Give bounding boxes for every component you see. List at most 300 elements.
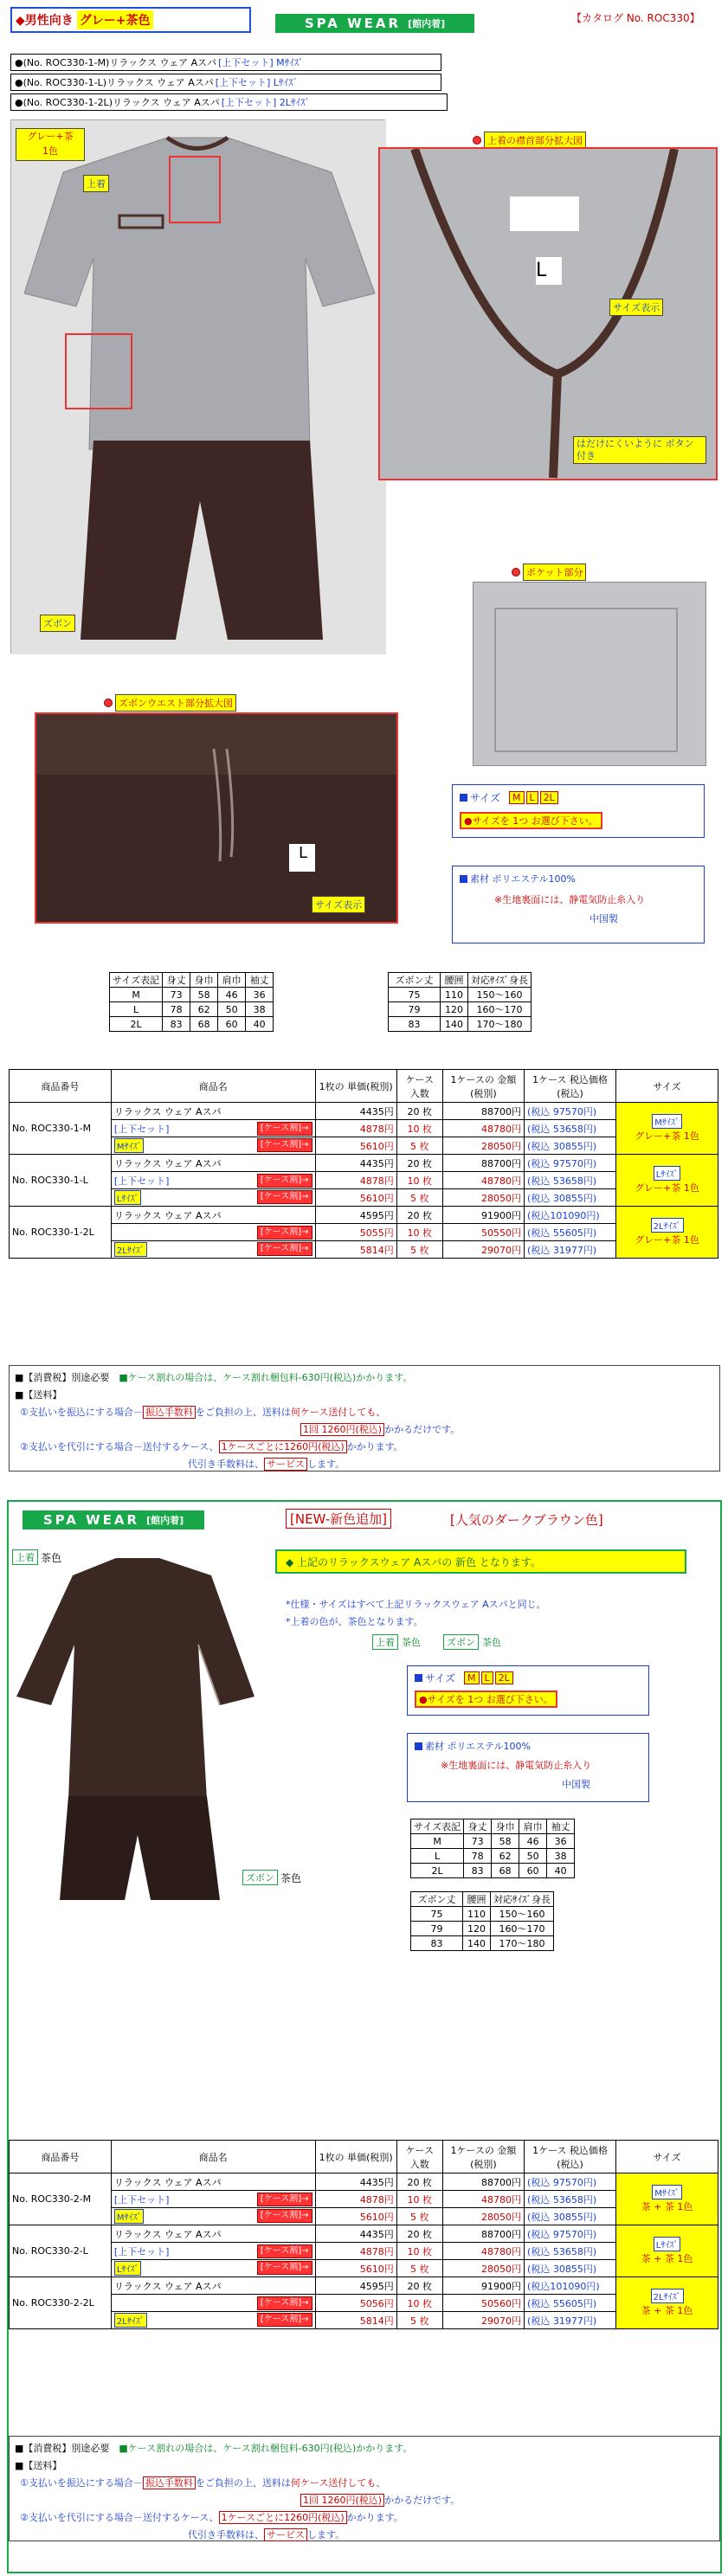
product-line [10,93,448,111]
brand-banner-2 [23,1510,204,1530]
price-header: 1ケース 税込価格(税込) [525,1070,616,1103]
waist-title: ズボンウエスト部分拡大図 [104,694,236,712]
tax-price: (税込 30855円) [525,1189,616,1207]
size-table-cell: 68 [492,1864,519,1878]
pocket-photo [473,582,706,766]
cod-fee: 1ケースごとに1260円(税込) [219,2511,347,2524]
case-qty: 10 枚 [396,1120,442,1137]
case-split-button[interactable]: [ケース割]→ [257,1174,312,1188]
set-label: [上下セット] [113,1175,170,1187]
size-table-cell: 58 [492,1834,519,1849]
product-name-cell [111,1155,315,1172]
case-split-button[interactable]: [ケース割]→ [257,2296,312,2310]
size-table-cell: 36 [246,988,274,1002]
color-label: グレー+茶 1色 [635,1130,699,1142]
photo-color-label: グレー+茶 [27,131,74,142]
case-qty: 10 枚 [396,1224,442,1241]
set-label: [上下セット] [113,2245,170,2257]
cod-note: ②支払いを代引にする場合－送付するケース、 [20,1441,219,1452]
size-table-cell: 36 [547,1834,575,1849]
size-option: L [481,1671,493,1684]
case-split-cell [111,2312,315,2329]
waist-tag-letter: L [299,844,308,862]
material-box-2 [407,1733,649,1802]
bank-transfer-note: ①支払いを振込にする場合－ [20,2477,143,2489]
table-row [10,1120,718,1137]
case-split-cell [111,1241,315,1259]
product-name: リラックス ウェア Aスパ [113,2280,222,2292]
square-icon [415,1742,422,1750]
size-tag-right: 2Lｻｲｽﾞ [651,1218,684,1233]
case-total: 88700円 [442,1155,524,1172]
case-split-button[interactable]: [ケース割]→ [257,1190,312,1204]
product-name-cell [111,1103,315,1120]
size-table-cell: 68 [190,1017,218,1032]
set-label: [上下セット] [113,2193,170,2206]
case-qty: 5 枚 [396,1137,442,1155]
table-row [10,2225,718,2243]
case-total: 50560円 [442,2295,524,2312]
tax-note: ■【消費税】別途必要 [15,2443,110,2454]
product-code: No. ROC330-2-M [10,2174,112,2225]
price-header: 商品番号 [10,2141,112,2174]
table-row [10,1103,718,1120]
case-split-button[interactable]: [ケース割]→ [257,1226,312,1240]
price-header: 1ケースの 金額(税別) [442,2141,524,2174]
product-name-cell [111,2174,315,2191]
waist-zoom-photo [35,712,398,924]
case-total: 91900円 [442,1207,524,1224]
size-table-header: サイズ表記 [110,973,163,988]
waist-size-shown: サイズ表示 [312,896,365,913]
case-split-button[interactable]: [ケース割]→ [257,2261,312,2275]
size-table-cell: L [411,1849,464,1864]
pants-color: 茶色 [280,1871,302,1884]
case-split-note: ■ケース割れの場合は、ケース割れ梱包料-630円(税込)かかります。 [119,1372,413,1383]
size-table [109,972,274,1032]
table-row [10,2295,718,2312]
top-tag: 上着 [12,1549,38,1565]
size-table-cell: 46 [519,1834,547,1849]
size-table-cell: 79 [411,1922,463,1936]
product-line-highlight: [上下セット] 2Lｻｲｽﾞ [221,97,310,108]
size-table-header: 身巾 [492,1819,519,1834]
transfer-fee: 振込手数料 [143,2476,196,2489]
size-tag: Mｻｲｽﾞ [114,2209,145,2224]
size-table-header: 肩巾 [218,973,246,988]
size-table-header: 対応ｻｲｽﾞ身長 [491,1892,554,1907]
size-option: M [464,1671,480,1684]
size-table-cell: 83 [389,1017,441,1032]
size-table-cell: 2L [411,1864,464,1878]
case-split-cell [111,2243,315,2260]
material-label: 素材 ポリエステル100% [470,873,576,885]
pants-callout: ズボン [40,615,75,632]
case-qty: 20 枚 [396,2277,442,2295]
set-label: [上下セット] [113,1123,170,1135]
color-label: グレー+茶 1色 [635,1234,699,1246]
tax-price: (税込 30855円) [525,2208,616,2225]
new-color-banner: ◆ 上記のリラックスウェア Aスパの 新色 となります。 [275,1549,686,1574]
material-note: ※生地裏面には、静電気防止糸入り [494,894,646,905]
material-box [452,866,705,943]
product-code: No. ROC330-2-L [10,2225,112,2277]
size-table-header: 袖丈 [547,1819,575,1834]
table-row [10,1155,718,1172]
case-split-button[interactable]: [ケース割]→ [257,2193,312,2206]
pocket-title: ポケット部分 [512,564,586,581]
pocket-highlight [65,333,132,409]
collar-zoom-photo [378,147,718,480]
tax-price: (税込 53658円) [525,2243,616,2260]
size-table-header: 身巾 [190,973,218,988]
case-split-button[interactable]: [ケース割]→ [257,2313,312,2327]
size-table-cell: 78 [163,1002,190,1017]
size-table-cell: 38 [547,1849,575,1864]
square-icon [460,794,467,802]
size-note-2: ●サイズを 1つ お選び下さい。 [415,1690,557,1708]
brand-sub-2: [館内着] [146,1515,184,1526]
case-split-cell [111,2260,315,2277]
case-split-button[interactable]: [ケース割]→ [257,1242,312,1256]
brand-name: SPA WEAR [304,16,402,31]
spec-note-1: *仕様・サイズはすべて上記リラックスウェア Aスパと同じ。 [286,1599,546,1610]
color-label: グレー+茶色 [77,10,153,29]
unit-price: 4435円 [315,1103,396,1120]
tax-price: (税込 30855円) [525,2260,616,2277]
case-split-cell [111,1224,315,1241]
table-row [10,2312,718,2329]
case-split-cell [111,1137,315,1155]
product-name-cell [111,2277,315,2295]
top-color-label [12,1549,61,1565]
photo-color-count: 1色 [42,145,58,157]
size-table-header: サイズ表記 [411,1819,464,1834]
case-total: 48780円 [442,1120,524,1137]
product-name: リラックス ウェア Aスパ [113,1157,222,1169]
case-qty: 5 枚 [396,1241,442,1259]
case-total: 28050円 [442,1189,524,1207]
tax-price: (税込 97570円) [525,2225,616,2243]
size-option: 2L [495,1671,513,1684]
legend-top-tag: 上着 [372,1634,398,1650]
collar-highlight [169,156,221,223]
size-table-cell: M [411,1834,464,1849]
tax-price: (税込 97570円) [525,1103,616,1120]
product-code: No. ROC330-2-2L [10,2277,112,2329]
case-total: 91900円 [442,2277,524,2295]
price-table [9,1069,718,1259]
tax-price: (税込 53658円) [525,1172,616,1189]
pants-tag: ズボン [242,1870,278,1885]
case-qty: 20 枚 [396,2225,442,2243]
tax-price: (税込101090円) [525,2277,616,2295]
size-table-header: 袖丈 [246,973,274,988]
size-table-cell: 150〜160 [468,988,532,1002]
case-total: 28050円 [442,2208,524,2225]
size-table-cell: 83 [464,1864,492,1878]
case-total: 48780円 [442,2243,524,2260]
tax-price: (税込 31977円) [525,2312,616,2329]
table-row [10,2260,718,2277]
size-table-cell: 79 [389,1002,441,1017]
size-select-box [452,784,705,838]
product-name: リラックス ウェア Aスパ [113,1209,222,1221]
size-table-cell: 58 [190,988,218,1002]
unit-price: 5055円 [315,1224,396,1241]
size-table-cell: 150〜160 [491,1907,554,1922]
transfer-fee: 振込手数料 [143,1406,196,1419]
price-header: 1枚の 単価(税別) [315,1070,396,1103]
size-table-cell: 83 [163,1017,190,1032]
size-color-cell [616,2277,718,2329]
top-callout: 上着 [83,175,109,192]
product-line [10,54,441,71]
product-line-text: ●(No. ROC330-1-M)リラックス ウェア Aスパ [15,57,217,68]
unit-price: 5610円 [315,2260,396,2277]
size-table-cell: 50 [519,1849,547,1864]
size-tag: 2Lｻｲｽﾞ [114,2313,147,2328]
case-split-cell [111,2295,315,2312]
size-tag-right: 2Lｻｲｽﾞ [651,2289,684,2303]
size-table-cell: 50 [218,1002,246,1017]
case-total: 88700円 [442,2174,524,2191]
header-tag [10,7,251,33]
bullet-icon [104,699,113,707]
unit-price: 4878円 [315,2191,396,2208]
tax-price: (税込 55605円) [525,2295,616,2312]
cod-note: ②支払いを代引にする場合－送付するケース、 [20,2512,219,2523]
brown-suit-photo [12,1549,256,1913]
product-line-highlight: [上下セット] Mｻｲｽﾞ [218,57,304,68]
new-color-tag: [NEW-新色追加] [286,1509,391,1529]
product-name-cell [111,2225,315,2243]
table-row [10,1224,718,1241]
unit-price: 4595円 [315,2277,396,2295]
size-tag: 2Lｻｲｽﾞ [114,1242,147,1257]
unit-price: 5610円 [315,1189,396,1207]
bullet-icon [473,136,481,145]
size-table-header: 身丈 [464,1819,492,1834]
size-color-cell [616,1155,718,1207]
table-row [10,1207,718,1224]
case-split-button[interactable]: [ケース割]→ [257,1138,312,1152]
unit-price: 4435円 [315,2225,396,2243]
size-table-cell: 60 [519,1864,547,1878]
legend-pants-tag: ズボン [443,1634,479,1650]
size-table-cell: 46 [218,988,246,1002]
case-qty: 5 枚 [396,2312,442,2329]
size-option: M [509,791,525,804]
shipping-heading: ■【送料】 [15,1389,62,1401]
price-header: 商品番号 [10,1070,112,1103]
case-qty: 10 枚 [396,2295,442,2312]
size-color-cell [616,2174,718,2225]
case-split-cell [111,1120,315,1137]
size-table-cell: 73 [464,1834,492,1849]
pants-color-label [242,1870,301,1885]
size-table-cell: L [110,1002,163,1017]
service-label: サービス [264,1458,307,1471]
unit-price: 4435円 [315,1155,396,1172]
case-total: 28050円 [442,1137,524,1155]
product-line-text: ●(No. ROC330-1-2L)リラックス ウェア Aスパ [15,97,220,108]
tax-price: (税込 30855円) [525,1137,616,1155]
shipping-heading: ■【送料】 [15,2460,62,2471]
price-header: 1ケースの 金額(税別) [442,1070,524,1103]
unit-price: 5610円 [315,1137,396,1155]
table-row [10,2174,718,2191]
case-split-button[interactable]: [ケース割]→ [257,1122,312,1136]
size-tag-right: Mｻｲｽﾞ [652,1114,682,1129]
legend-top-color: 茶色 [402,1637,421,1648]
tax-note: ■【消費税】別途必要 [15,1372,110,1383]
size-row [460,790,697,805]
photo-color-box [16,128,85,161]
size-table-header: 身丈 [163,973,190,988]
unit-price: 5814円 [315,1241,396,1259]
collar-illustration [380,149,716,479]
price-table-2 [9,2140,718,2329]
product-name: リラックス ウェア Aスパ [113,2228,222,2240]
catalog-number: 【カタログ No. ROC330】 [571,12,700,24]
size-label-2: サイズ [425,1672,456,1684]
case-qty: 20 枚 [396,2174,442,2191]
pocket-illustration [474,583,705,765]
price-header: ケース 入数 [396,1070,442,1103]
size-table-cell: 73 [163,988,190,1002]
size-table-header: 腰囲 [463,1892,491,1907]
material-origin-2: 中国製 [562,1779,590,1790]
case-qty: 10 枚 [396,2191,442,2208]
material-origin: 中国製 [589,913,618,924]
material-note-2: ※生地裏面には、静電気防止糸入り [441,1760,592,1771]
size-color-cell [616,1207,718,1259]
product-code: No. ROC330-1-L [10,1155,112,1207]
unit-price: 4878円 [315,1120,396,1137]
gender-label: ◆男性向き [16,14,74,28]
legend-pants-color: 茶色 [482,1637,501,1648]
price-header: 1ケース 税込価格(税込) [525,2141,616,2174]
notes-box: ■【消費税】別途必要 ■ケース割れの場合は、ケース割れ梱包料-630円(税込)かかります。 ■【送料】 ①支払いを振込にする場合－ 振込手数料 をご負担の上、送料は何ケース送付しても、 1回 1260円(税込) かかるだけです。 ②支払いを代引にする場合－送付するケース、 1ケースごとに1260円(税込) かかります。 代引き手数料は、 サービス します。 [9,1365,720,1472]
product-code: No. ROC330-1-2L [10,1207,112,1259]
product-code: No. ROC330-1-M [10,1103,112,1155]
size-table-cell: 120 [463,1922,491,1936]
unit-price: 4435円 [315,2174,396,2191]
case-qty: 10 枚 [396,2243,442,2260]
size-table-cell: 110 [441,988,468,1002]
unit-price: 5814円 [315,2312,396,2329]
size-table-cell: 60 [218,1017,246,1032]
size-table-cell: 110 [463,1907,491,1922]
price-header: ケース 入数 [396,2141,442,2174]
table-row [10,2243,718,2260]
table-row [10,2208,718,2225]
case-qty: 10 枚 [396,1172,442,1189]
size-tag: Lｻｲｽﾞ [114,2261,142,2276]
brand-banner [275,14,474,33]
size-select-box-2 [407,1665,649,1716]
case-total: 88700円 [442,1103,524,1120]
product-name: リラックス ウェア Aスパ [113,2176,222,2188]
tax-price: (税込 53658円) [525,1120,616,1137]
size-table-cell: 40 [547,1864,575,1878]
size-note: ●サイズを 1つ お選び下さい。 [460,812,602,829]
price-header: 商品名 [111,2141,315,2174]
case-qty: 5 枚 [396,1189,442,1207]
price-header: サイズ [616,1070,718,1103]
size-options [509,791,558,804]
product-line-text: ●(No. ROC330-1-L)リラックス ウェア Aスパ [15,77,214,88]
size-label: サイズ [470,792,501,804]
case-total: 48780円 [442,1172,524,1189]
brand-name-2: SPA WEAR [42,1512,140,1528]
pants-size-table [388,972,532,1032]
case-qty: 5 枚 [396,2260,442,2277]
case-split-cell [111,1172,315,1189]
product-name-cell [111,1207,315,1224]
price-header: 商品名 [111,1070,315,1103]
button-note: はだけにくいように ボタン付き [573,436,706,464]
size-table-2 [410,1819,575,1878]
material-label-2: 素材 ポリエステル100% [425,1741,531,1752]
size-option: 2L [540,791,558,804]
size-color-cell [616,1103,718,1155]
case-split-cell [111,2208,315,2225]
size-tag-right: Mｻｲｽﾞ [652,2185,682,2199]
notes-box-2: ■【消費税】別途必要 ■ケース割れの場合は、ケース割れ梱包料-630円(税込)かかります。 ■【送料】 ①支払いを振込にする場合－ 振込手数料 をご負担の上、送料は何ケース送付しても、 1回 1260円(税込) かかるだけです。 ②支払いを代引にする場合－送付するケース、 1ケースごとに1260円(税込) かかります。 代引き手数料は、 サービス します。 [9,2436,720,2541]
shipping-fee: 1回 1260円(税込) [300,1423,384,1436]
case-total: 28050円 [442,2260,524,2277]
size-table-header: ズボン丈 [411,1892,463,1907]
popular-label: [人気のダークブラウン色] [450,1512,603,1528]
case-split-button[interactable]: [ケース割]→ [257,2209,312,2223]
size-table-cell: 78 [464,1849,492,1864]
table-row [10,1241,718,1259]
spec-note-2: *上着の色が、茶色となります。 [286,1616,423,1627]
size-table-cell: 75 [389,988,441,1002]
size-table-cell: 83 [411,1936,463,1951]
size-table-cell: M [110,988,163,1002]
size-tag-right: Lｻｲｽﾞ [654,2237,681,2251]
tax-price: (税込 53658円) [525,2191,616,2208]
bullet-icon [512,568,520,576]
size-table-cell: 2L [110,1017,163,1032]
case-qty: 5 枚 [396,2208,442,2225]
case-split-button[interactable]: [ケース割]→ [257,2244,312,2258]
size-tag: Lｻｲｽﾞ [114,1190,142,1205]
product-name: リラックス ウェア Aスパ [113,1105,222,1117]
table-row [10,2277,718,2295]
size-table-cell: 170〜180 [491,1936,554,1951]
case-total: 29070円 [442,1241,524,1259]
size-option: L [526,791,538,804]
size-table-cell: 160〜170 [468,1002,532,1017]
product-line [10,74,441,91]
size-table-cell: 75 [411,1907,463,1922]
case-total: 88700円 [442,2225,524,2243]
color-label: 茶 + 茶 1色 [641,2201,693,2212]
case-split-note: ■ケース割れの場合は、ケース割れ梱包料-630円(税込)かかります。 [119,2443,413,2454]
size-shown-callout: サイズ表示 [609,299,663,316]
color-label: グレー+茶 1色 [635,1182,699,1194]
tax-price: (税込 97570円) [525,1155,616,1172]
unit-price: 4878円 [315,2243,396,2260]
size-table-cell: 62 [190,1002,218,1017]
table-row [10,1189,718,1207]
case-qty: 20 枚 [396,1207,442,1224]
size-table-header: 対応ｻｲｽﾞ身長 [468,973,532,988]
